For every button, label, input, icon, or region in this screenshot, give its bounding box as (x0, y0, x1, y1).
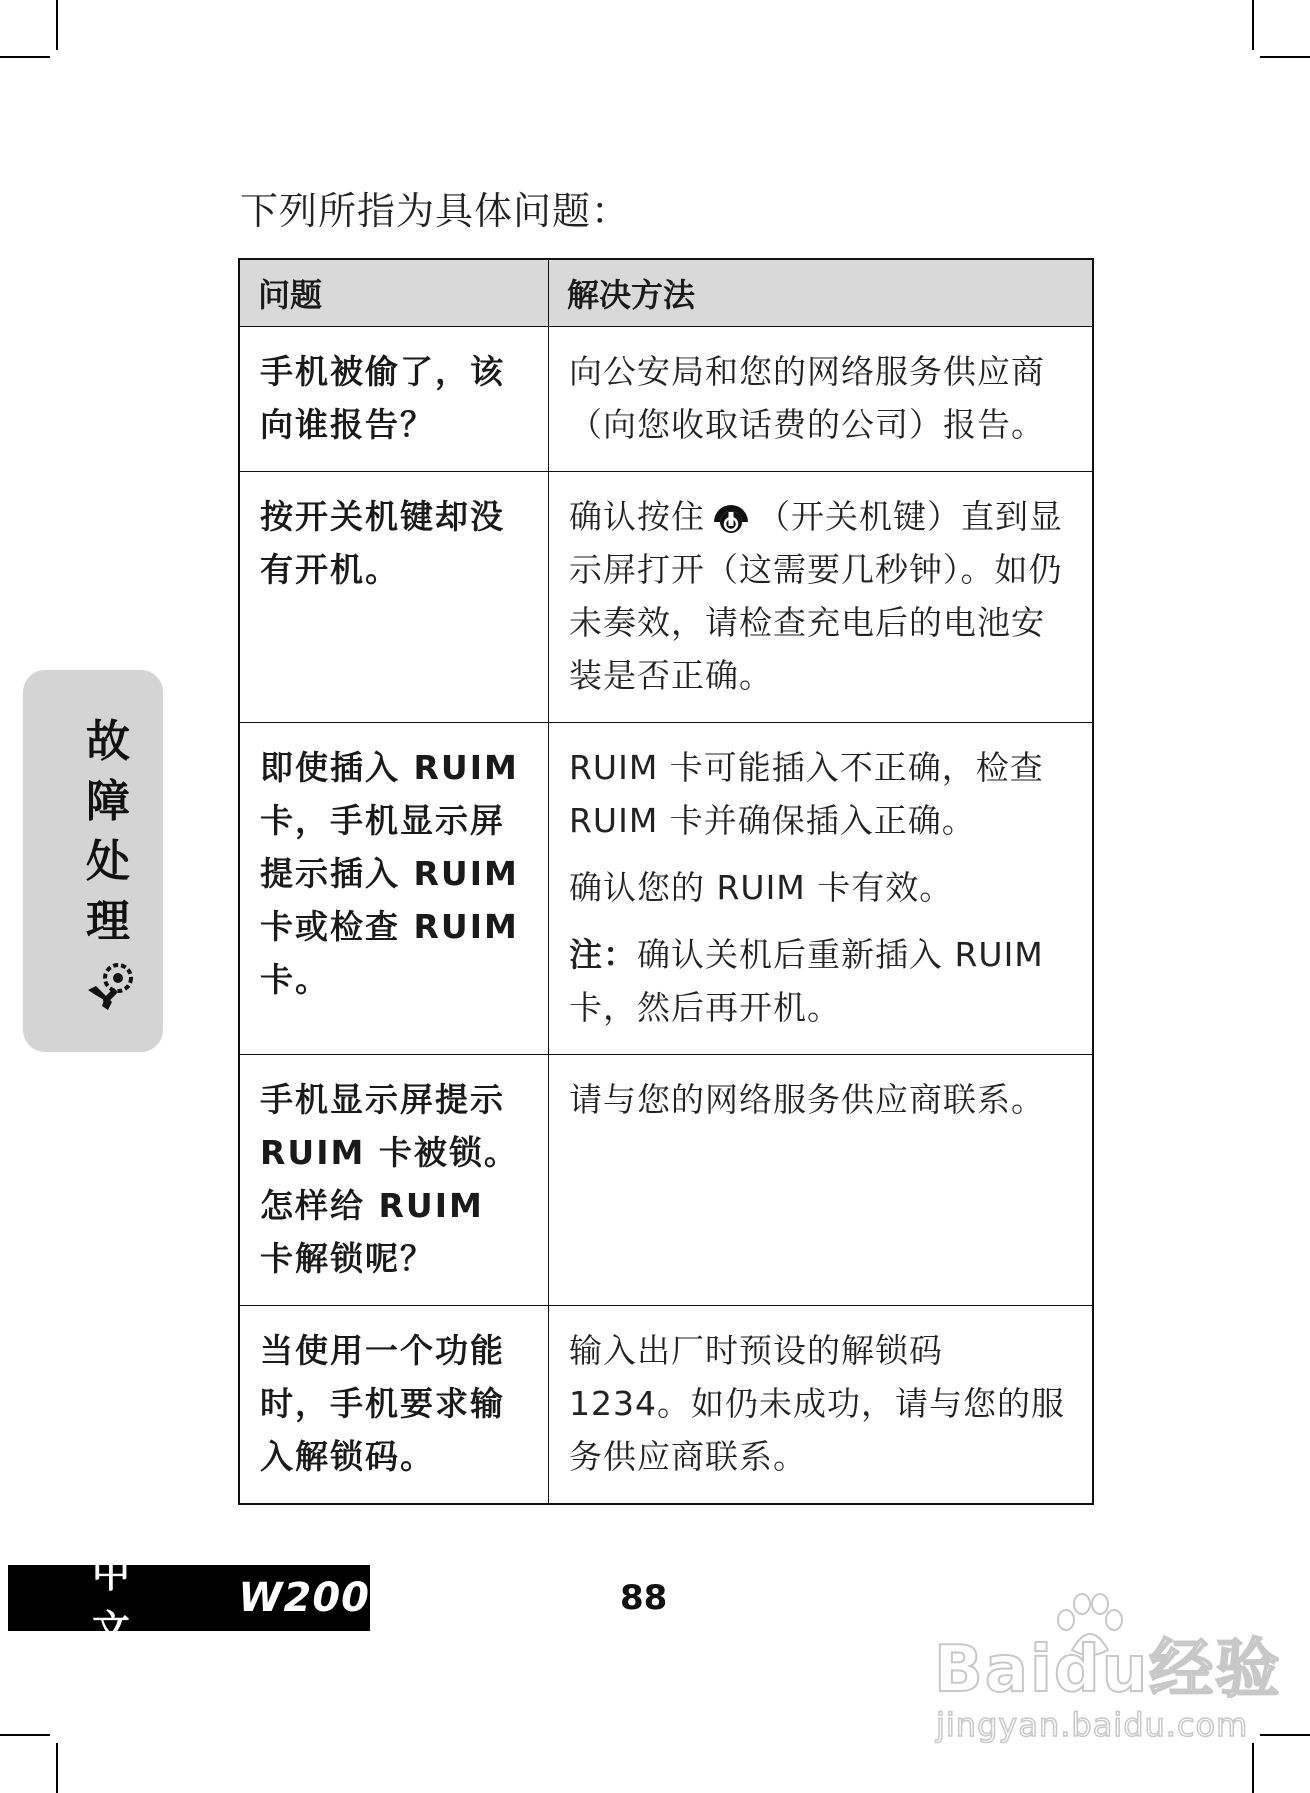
header-question: 问题 (239, 259, 549, 327)
answer-cell (549, 472, 1094, 723)
note-body: 确认关机后重新插入 RUIM 卡，然后再开机。 (569, 935, 1044, 1027)
answer-cell (549, 327, 1094, 472)
section-title-char: 处 (86, 836, 130, 887)
footer-bar (8, 1552, 370, 1651)
table-row (239, 472, 1093, 723)
footer-language: 中 文 (92, 1552, 149, 1651)
crop-mark (56, 0, 58, 50)
troubleshooting-table (238, 258, 1094, 1505)
question-cell: 当使用一个功能时，手机要求输入解锁码。 (239, 1306, 549, 1505)
answer-suffix: （开关机键）直到显示屏打开（这需要几秒钟）。如仍未奏效，请检查充电后的电池安装是否正确。 (569, 497, 1063, 695)
section-title (82, 712, 134, 952)
wrench-gear-icon (82, 960, 138, 1016)
answer-prefix: 确认按住 (569, 497, 705, 536)
power-key-icon (711, 498, 751, 534)
table-row (239, 1306, 1093, 1505)
table-row (239, 327, 1093, 472)
crop-mark (56, 1743, 58, 1793)
table-header-row (239, 259, 1093, 327)
note-text (569, 928, 1072, 1034)
footer-model: W200 (238, 1575, 370, 1621)
header-solution: 解决方法 (549, 259, 1094, 327)
note-label: 注： (569, 935, 637, 974)
table-row (239, 1055, 1093, 1306)
section-title-char: 理 (86, 896, 130, 947)
answer-text: 向公安局和您的网络服务供应商（向您收取话费的公司）报告。 (569, 352, 1045, 444)
crop-mark (0, 56, 50, 58)
section-title-char: 故 (86, 716, 130, 767)
question-cell: 即使插入 RUIM 卡，手机显示屏提示插入 RUIM 卡或检查 RUIM 卡。 (239, 723, 549, 1055)
answer-text: 确认您的 RUIM 卡有效。 (569, 868, 954, 907)
question-cell: 手机被偷了，该向谁报告？ (239, 327, 549, 472)
watermark-url: jingyan.baidu.com (936, 1706, 1249, 1744)
answer-text: 请与您的网络服务供应商联系。 (569, 1080, 1045, 1119)
answer-text: 输入出厂时预设的解锁码 1234。如仍未成功，请与您的服务供应商联系。 (569, 1331, 1065, 1476)
answer-text (569, 490, 1072, 702)
crop-mark (0, 1734, 50, 1736)
crop-mark (1252, 0, 1254, 50)
section-title-char: 障 (86, 776, 130, 827)
table-row (239, 723, 1093, 1055)
answer-cell (549, 1306, 1094, 1505)
watermark-brand: Baidu经验 (934, 1633, 1282, 1707)
crop-mark (1260, 1734, 1310, 1736)
page-number: 88 (620, 1578, 668, 1618)
crop-mark (1252, 1743, 1254, 1793)
intro-text: 下列所指为具体问题： (240, 189, 631, 233)
question-cell: 手机显示屏提示 RUIM 卡被锁。怎样给 RUIM 卡解锁呢？ (239, 1055, 549, 1306)
crop-mark (1260, 56, 1310, 58)
answer-text: RUIM 卡可能插入不正确，检查 RUIM 卡并确保插入正确。 (569, 748, 1044, 840)
answer-cell (549, 1055, 1094, 1306)
answer-cell (549, 723, 1094, 1055)
question-cell: 按开关机键却没有开机。 (239, 472, 549, 723)
